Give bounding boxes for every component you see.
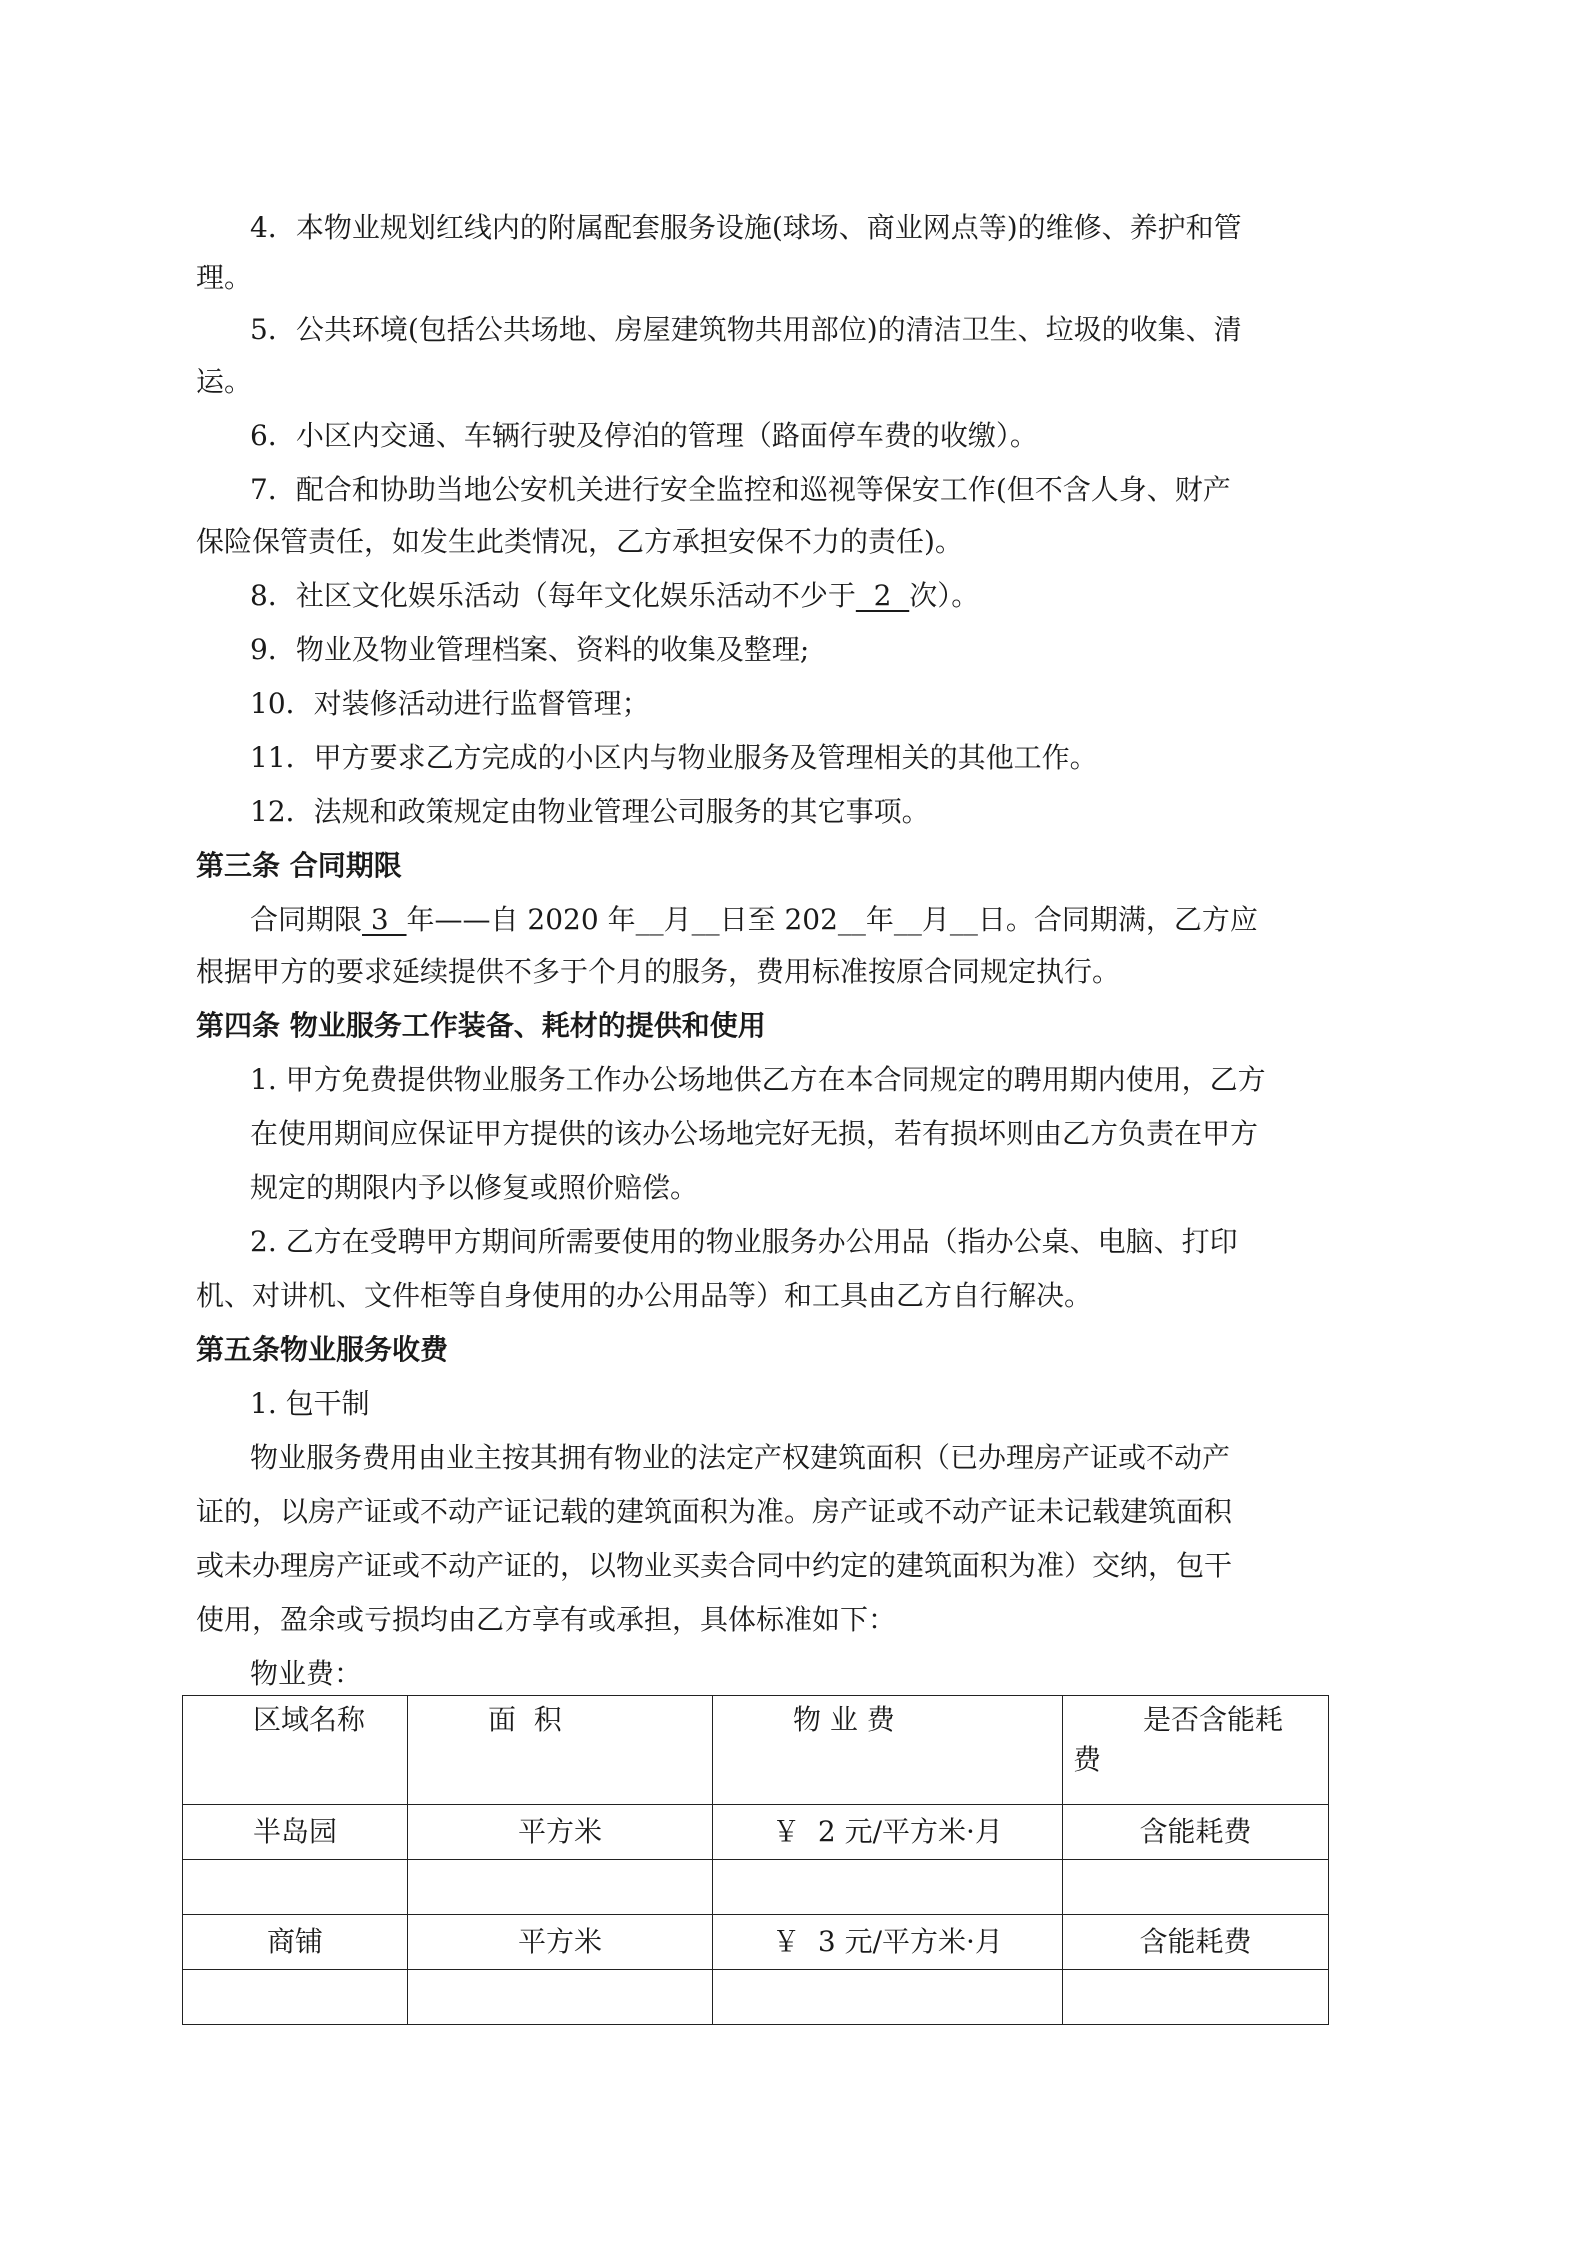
item-10: 10．对装修活动进行监督管理； (250, 687, 650, 720)
cell-area: 平方米 (408, 1805, 713, 1860)
cell-area: 平方米 (408, 1915, 713, 1970)
cell-region (183, 1860, 408, 1915)
item-8-tail: 次）。 (909, 579, 980, 612)
item-7-line-1: 7．配合和协助当地公安机关进行安全监控和巡视等保安工作(但不含人身、财产 (250, 473, 1231, 506)
article-5-title: 第五条物业服务收费 (196, 1333, 449, 1366)
item-6: 6．小区内交通、车辆行驶及停泊的管理（路面停车费的收缴）。 (250, 419, 1038, 452)
article-5-p-line-1: 物业服务费用由业主按其拥有物业的法定产权建筑面积（已办理房产证或不动产 (250, 1441, 1231, 1474)
item-4-line-1: 4．本物业规划红线内的附属配套服务设施(球场、商业网点等)的维修、养护和管 (250, 211, 1242, 244)
cell-energy: 含能耗费 (1063, 1805, 1329, 1860)
item-7-line-2: 保险保管责任，如发生此类情况，乙方承担安保不力的责任)。 (196, 525, 963, 558)
article-4-p1-line-1: 1. 甲方免费提供物业服务工作办公场地供乙方在本合同规定的聘用期内使用，乙方 (250, 1063, 1266, 1096)
article-4-title: 第四条 物业服务工作装备、耗材的提供和使用 (196, 1009, 766, 1042)
table-header-row (183, 1696, 1329, 1805)
item-5-line-2: 运。 (196, 365, 253, 398)
cell-energy (1063, 1970, 1329, 2025)
cell-fee (713, 1860, 1063, 1915)
cell-fee (713, 1970, 1063, 2025)
article-4-p1-line-3: 规定的期限内予以修复或照价赔偿。 (250, 1171, 699, 1204)
article-5-subtitle: 1. 包干制 (250, 1387, 370, 1420)
header-area: 面 积 (408, 1696, 713, 1805)
article-5-p-line-4: 使用，盈余或亏损均由乙方享有或承担，具体标准如下： (196, 1603, 897, 1636)
cell-energy (1063, 1860, 1329, 1915)
cell-region: 商铺 (183, 1915, 408, 1970)
property-fee-table (182, 1695, 1329, 2025)
header-fee: 物 业 费 (713, 1696, 1063, 1805)
cell-fee: ￥ 2 元/平方米·月 (713, 1805, 1063, 1860)
cell-region (183, 1970, 408, 2025)
term-years-blank: 3 (362, 903, 407, 936)
term-label: 合同期限 (250, 903, 363, 936)
item-9: 9．物业及物业管理档案、资料的收集及整理; (250, 633, 810, 666)
cell-fee: ￥ 3 元/平方米·月 (713, 1915, 1063, 1970)
cell-area (408, 1860, 713, 1915)
article-3-title: 第三条 合同期限 (196, 849, 402, 882)
cell-area (408, 1970, 713, 2025)
table-row (183, 1860, 1329, 1915)
article-3-para-line-1 (250, 900, 1450, 940)
table-row (183, 1915, 1329, 1970)
cell-region: 半岛园 (183, 1805, 408, 1860)
article-4-p2-line-1: 2. 乙方在受聘甲方期间所需要使用的物业服务办公用品（指办公桌、电脑、打印 (250, 1225, 1238, 1258)
item-11: 11．甲方要求乙方完成的小区内与物业服务及管理相关的其他工作。 (250, 741, 1098, 774)
activity-count-blank: 2 (855, 579, 910, 612)
item-8 (250, 576, 1450, 616)
table-row (183, 1805, 1329, 1860)
header-energy (1063, 1696, 1329, 1805)
cell-energy: 含能耗费 (1063, 1915, 1329, 1970)
item-5-line-1: 5．公共环境(包括公共场地、房屋建筑物共用部位)的清洁卫生、垃圾的收集、清 (250, 313, 1242, 346)
article-5-p-line-3: 或未办理房产证或不动产证的，以物业买卖合同中约定的建筑面积为准）交纳，包干 (196, 1549, 1233, 1582)
article-5-p-line-2: 证的，以房产证或不动产证记载的建筑面积为准。房产证或不动产证未记载建筑面积 (196, 1495, 1233, 1528)
article-4-p2-line-2: 机、对讲机、文件柜等自身使用的办公用品等）和工具由乙方自行解决。 (196, 1279, 1093, 1312)
article-3-para-line-2: 根据甲方的要求延续提供不多于个月的服务，费用标准按原合同规定执行。 (196, 955, 1121, 988)
header-energy-line-1: 是否含能耗 (1143, 1703, 1284, 1736)
fee-label: 物业费： (250, 1657, 363, 1690)
article-4-p1-line-2: 在使用期间应保证甲方提供的该办公场地完好无损，若有损坏则由乙方负责在甲方 (250, 1117, 1259, 1150)
item-8-text: 8．社区文化娱乐活动（每年文化娱乐活动不少于 (250, 579, 856, 612)
header-area-name: 区域名称 (183, 1696, 408, 1805)
header-energy-line-2: 费 (1073, 1743, 1102, 1776)
term-dates: 年——自 2020 年__月__日至 202__年__月__日。合同期满，乙方应 (406, 903, 1258, 936)
item-4-line-2: 理。 (196, 261, 253, 294)
item-12: 12．法规和政策规定由物业管理公司服务的其它事项。 (250, 795, 930, 828)
table-row (183, 1970, 1329, 2025)
